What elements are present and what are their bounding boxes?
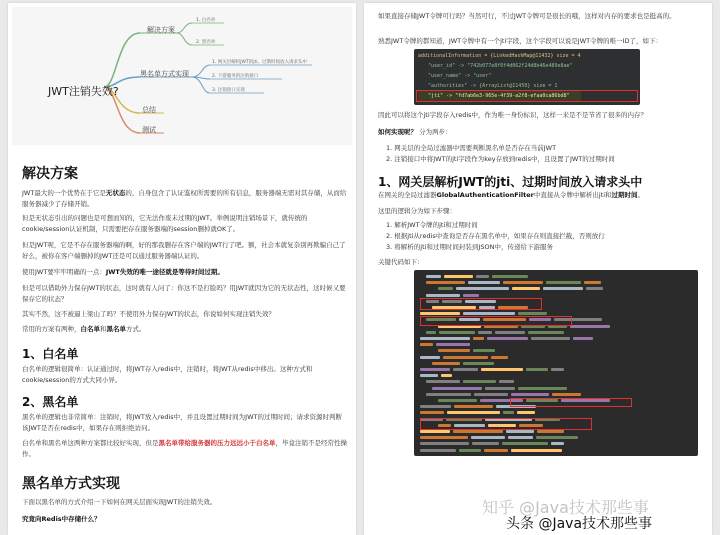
- code-token: [551, 442, 564, 445]
- code-token: [439, 331, 475, 334]
- paragraph-jti-intro: 熟悉JWT令牌的都知道，JWT令牌中有一个jti字段，这个字段可以说是JWT令牌的唯一ID了，如下：: [378, 37, 663, 45]
- code-token: [453, 430, 503, 433]
- list-item: 1. 网关层的全局过滤器中需要判断黑名单是否存在当前JWT: [386, 144, 557, 152]
- code-token: [438, 399, 477, 402]
- code-token: [443, 356, 488, 359]
- heading-blacklist: 2、黑名单: [22, 395, 79, 409]
- mindmap-root: JWT注销失效?: [48, 85, 119, 98]
- mindmap-leaf-step2: 2. 下游服务的注销接口: [212, 74, 259, 79]
- code-token: [426, 393, 471, 396]
- mindmap-branch-solution: 解决方案: [147, 26, 175, 34]
- heading-solution: 解决方案: [22, 166, 78, 182]
- code-token: [543, 287, 583, 290]
- code-highlight-box: [420, 316, 572, 326]
- code-token: [531, 337, 570, 340]
- code-token: [432, 387, 482, 390]
- code-token: [481, 368, 523, 371]
- mindmap-branch-test: 测试: [142, 126, 156, 134]
- code-token: [511, 393, 549, 396]
- paragraph-two-schemes: 常用的方案有两种，白名单和黑名单方式。: [22, 325, 146, 333]
- code-token: [499, 380, 514, 383]
- debugger-row: "user_name" -> "user": [428, 73, 492, 79]
- code-highlight-box: [510, 398, 632, 407]
- code-token: [426, 281, 465, 284]
- paragraph-external-state: 但是可以借助外力保存JWT的状态，这时就有人问了：你这不是打脸吗？用JWT就因为它的无状态性，这时候又要保存它的状态？: [22, 284, 346, 303]
- jti-highlight-box: [416, 90, 638, 102]
- code-token: [420, 337, 470, 340]
- code-token: [420, 411, 444, 414]
- code-token: [441, 374, 452, 377]
- mindmap-leaf-whitelist: 1. 白名单: [196, 18, 216, 23]
- watermark-zhihu: 知乎 @Java技术那些事: [482, 498, 649, 517]
- code-line: [414, 342, 698, 348]
- code-token: [495, 331, 525, 334]
- code-line: [414, 367, 698, 373]
- code-token: [526, 368, 548, 371]
- code-line: [414, 286, 698, 292]
- code-token: [551, 368, 564, 371]
- code-highlight-box: [420, 418, 592, 430]
- heading-whitelist: 1、白名单: [22, 347, 79, 361]
- code-line: [414, 410, 698, 416]
- code-token: [503, 281, 543, 284]
- code-token: [426, 294, 460, 297]
- code-token: [444, 275, 473, 278]
- list-item: 2. 注销接口中将JWT的jti字段作为key存放到redis中，且设置了JWT的过期时间: [386, 155, 615, 163]
- code-token: [426, 380, 460, 383]
- code-token: [459, 449, 481, 452]
- paragraph-expiry-only: 使用JWT要牢牢明确的一点：JWT失效的唯一途径就是等待时间过期。: [22, 268, 224, 276]
- code-token: [517, 411, 535, 414]
- paragraph-whitelist: 白名单的逻辑很简单：认证通过时，将JWT存入redis中，注销时，将JWT从redis中移出。这种方式和cookie/session的方式大同小异。: [22, 365, 313, 384]
- code-token: [537, 430, 564, 433]
- code-highlight-box: [420, 298, 542, 310]
- paragraph-comparison: 白名单和黑名单这两种方案都比较好实现，但是黑名单带给服务器的压力远远小于白名单，毕竟注销不是经常性操作。: [22, 439, 347, 458]
- code-token: [463, 294, 479, 297]
- code-line: [414, 280, 698, 286]
- paragraph-store-jti: 因此可以将这个jti字段存入redis中，作为唯一身份标识，这样一来是不是节省了很多的内存？: [378, 111, 648, 119]
- list-item: 3. 将解析的jti和过期时间封装到JSON中，传递给下游服务: [386, 243, 553, 251]
- code-token: [518, 312, 547, 315]
- code-token: [586, 287, 603, 290]
- debugger-screenshot: [414, 49, 640, 105]
- code-token: [420, 442, 469, 445]
- code-token: [463, 312, 515, 315]
- code-token: [420, 374, 438, 377]
- paragraph-key-code: 关键代码如下：: [378, 258, 424, 266]
- mindmap-figure: [12, 7, 352, 145]
- paragraph-blacklist: 黑名单的逻辑也非常简单：注销时，将JWT放入redis中，并且设置过期时间为JWT的过期时间；请求资源时判断该JWT是否在redis中，如果存在则拒绝访问。: [22, 413, 342, 432]
- paragraph-steps-intro: 这里的逻辑分为如下步骤：: [378, 207, 456, 215]
- code-token: [474, 393, 508, 396]
- paragraph-forced: 其实不然，这不被逼上梁山了吗？不使用外力保存JWT的状态，你说如何实现注销失效？: [22, 310, 275, 318]
- code-token: [506, 430, 534, 433]
- list-item: 1. 解析JWT令牌的jti和过期时间: [386, 221, 478, 229]
- mindmap-leaf-step3: 3. 注销接口实现: [212, 88, 245, 93]
- code-token: [426, 275, 441, 278]
- code-token: [468, 281, 500, 284]
- paragraph-store-jwt: 如果直接存储JWT令牌可行吗？当然可行，不过JWT令牌可是很长的哦，这样对内存的要求也是挺高的。: [378, 12, 676, 20]
- code-line: [414, 441, 698, 447]
- debugger-row: "authorities" -> {ArrayList@11450} size = 1: [428, 83, 558, 89]
- code-token: [473, 337, 484, 340]
- code-line: [414, 373, 698, 379]
- code-line: [414, 386, 698, 392]
- code-token: [420, 405, 451, 408]
- code-token: [492, 275, 528, 278]
- code-token: [438, 349, 470, 352]
- watermark-toutiao: 头条 @Java技术那些事: [506, 516, 653, 532]
- code-token: [463, 362, 494, 365]
- code-token: [491, 356, 508, 359]
- code-token: [420, 449, 456, 452]
- code-token: [426, 331, 436, 334]
- code-token: [447, 411, 500, 414]
- code-line: [414, 361, 698, 367]
- code-token: [420, 356, 440, 359]
- code-token: [456, 287, 509, 290]
- code-token: [420, 430, 450, 433]
- mindmap-leaf-step1: 1. 网关层解析JWT的jti、过期时间放入请求头中: [212, 60, 308, 65]
- code-token: [420, 368, 450, 371]
- code-token: [420, 312, 460, 315]
- paragraph-how: 如何实现呢？ 分为两步：: [378, 128, 452, 136]
- code-line: [414, 336, 698, 342]
- code-token: [484, 449, 508, 452]
- code-token: [420, 436, 468, 439]
- code-token: [512, 287, 540, 290]
- code-token: [552, 393, 581, 396]
- code-line: [414, 274, 698, 280]
- mindmap-branch-blacklist: 黑名单方式实现: [140, 70, 189, 78]
- code-line: [414, 348, 698, 354]
- code-token: [584, 281, 601, 284]
- debugger-row: "jti" -> "fd7ab6e3-965e-4f39-a2f8-efaa0ca86bd8": [418, 91, 581, 101]
- code-token: [436, 343, 470, 346]
- heading-gateway-parse: 1、网关层解析JWT的jti、过期时间放入请求头中: [378, 175, 643, 189]
- code-token: [472, 442, 499, 445]
- paragraph-stateless: JWT最大的一个优势在于它是无状态的，自身包含了认证鉴权所需要的所有信息，服务器端无需对其存储，从而给服务器减少了存储开销。: [22, 189, 347, 208]
- paragraph-gateway-intro: 下面以黑名单的方式介绍一下如何在网关层面实现JWT的注销失效。: [22, 498, 217, 506]
- debugger-row: "user_id" -> "742b077e8f0f4d062f24d8b46e489e8ae": [428, 63, 573, 69]
- code-line: [414, 448, 698, 454]
- code-token: [508, 436, 533, 439]
- code-token: [573, 337, 593, 340]
- code-token: [432, 362, 460, 365]
- code-line: [414, 379, 698, 385]
- debugger-row: additionalInformation = {LinkedHashMap@11432} size = 4: [418, 53, 581, 59]
- mindmap-branch-summary: 总结: [142, 106, 156, 114]
- paragraph-client-delete: 但是JWT呢，它是不存在服务器端的啊，好的那我删存在客户端的JWT行了吧。额，社会本就复杂别再欺骗自己了好么，被你在客户端删掉的JWT还是可以通过服务器端认证的。: [22, 241, 346, 260]
- code-token: [485, 387, 515, 390]
- code-screenshot: [414, 270, 698, 456]
- code-token: [454, 405, 493, 408]
- code-token: [438, 287, 453, 290]
- mindmap-leaf-blacklist: 2. 黑名单: [196, 40, 216, 45]
- code-token: [476, 275, 489, 278]
- document-page-left: [8, 3, 356, 535]
- code-token: [487, 337, 528, 340]
- code-token: [502, 442, 548, 445]
- code-token: [536, 436, 578, 439]
- code-token: [453, 368, 478, 371]
- code-line: [414, 355, 698, 361]
- paragraph-redis-question: 究竟向Redis中存储什么？: [22, 515, 101, 523]
- code-line: [414, 435, 698, 441]
- code-token: [546, 281, 581, 284]
- code-token: [518, 387, 567, 390]
- code-token: [420, 343, 433, 346]
- code-token: [511, 449, 562, 452]
- code-token: [471, 436, 505, 439]
- paragraph-logout-problem: 但是无状态引出的问题也是可想而知的，它无法作废未过期的JWT。举例说明注销场景下，就传统的cookie/session认证机制，只需要把存在服务器端的session删掉就OK了。: [22, 214, 308, 233]
- list-item: 2. 根据jti从redis中查询是否存在黑名单中，如果存在则直接拦截，否则放行: [386, 232, 605, 240]
- heading-blacklist-impl: 黑名单方式实现: [22, 476, 120, 492]
- document-page-right: [364, 3, 712, 535]
- code-token: [478, 331, 492, 334]
- code-token: [473, 349, 495, 352]
- paragraph-filter: 在网关的全局过滤器GlobalAuthenticationFilter中直接从令牌中解析出jti和过期时间。: [378, 191, 645, 199]
- code-token: [570, 325, 610, 328]
- code-line: [414, 392, 698, 398]
- code-token: [503, 411, 514, 414]
- code-token: [463, 380, 496, 383]
- code-line: [414, 330, 698, 336]
- code-token: [528, 331, 564, 334]
